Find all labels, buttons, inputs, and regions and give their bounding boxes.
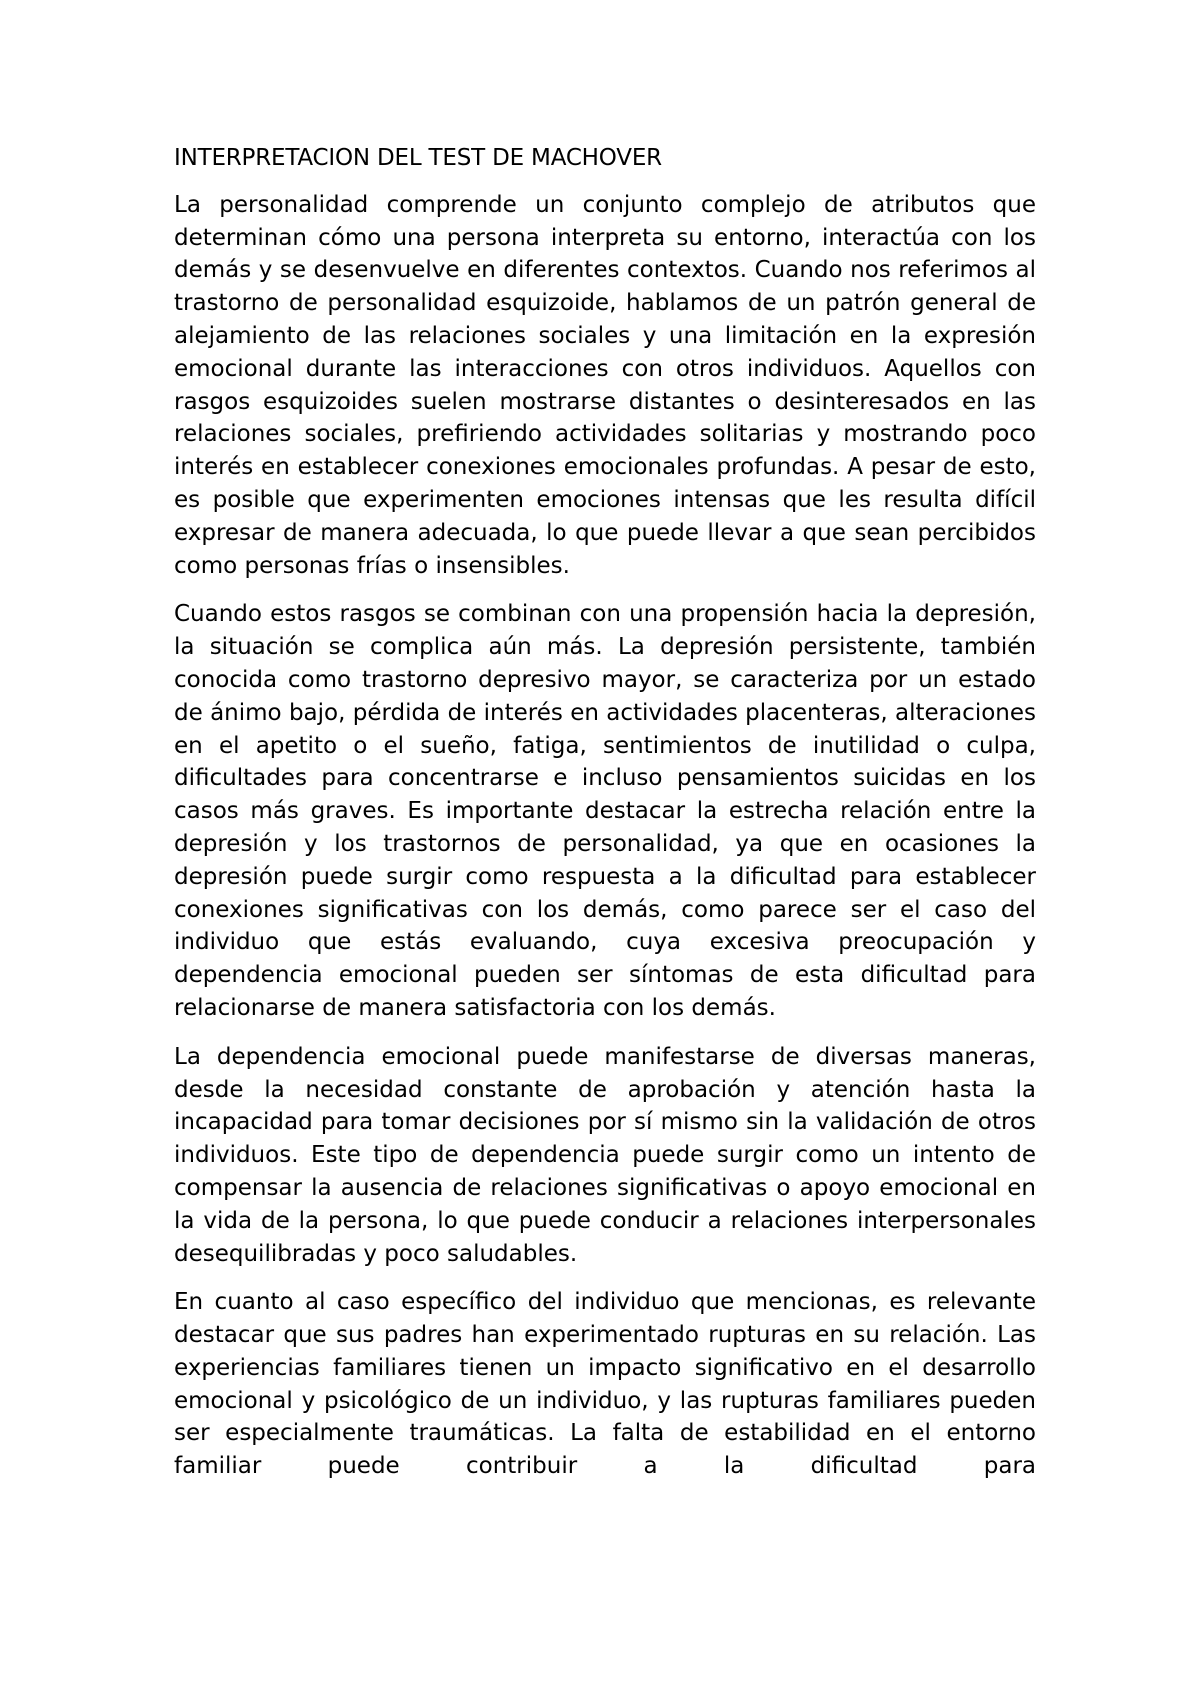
paragraph-caso-especifico: En cuanto al caso específico del individuo que mencionas, es relevante destacar que sus padres han experimentado rupturas en su relación. Las experiencias familiares tienen un impacto significativo en el desarrollo emocional y psicológico de un individuo, y las rupturas familiares pueden ser especialmente traumáticas. La falta de estabilidad en el entorno familiar puede contribuir a la dificultad para (174, 1289, 1036, 1480)
paragraph-personalidad-esquizoide: La personalidad comprende un conjunto complejo de atributos que determinan cómo una persona interpreta su entorno, interactúa con los demás y se desenvuelve en diferentes contextos. Cuando nos referimos al trastorno de personalidad esquizoide, hablamos de un patrón general de alejamiento de las relaciones sociales y una limitación en la expresión emocional durante las interacciones con otros individuos. Aquellos con rasgos esquizoides suelen mostrarse distantes o desinteresados en las relaciones sociales, prefiriendo actividades solitarias y mostrando poco interés en establecer conexiones emocionales profundas. A pesar de esto, es posible que experimenten emociones intensas que les resulta difícil expresar de manera adecuada, lo que puede llevar a que sean percibidos como personas frías o insensibles. (174, 191, 1036, 579)
paragraph-dependencia-emocional: La dependencia emocional puede manifestarse de diversas maneras, desde la necesidad constante de aprobación y atención hasta la incapacidad para tomar decisiones por sí mismo sin la validación de otros individuos. Este tipo de dependencia puede surgir como un intento de compensar la ausencia de relaciones significativas o apoyo emocional en la vida de la persona, lo que puede conducir a relaciones interpersonales desequilibradas y poco saludables. (174, 1043, 1036, 1267)
paragraph-depresion: Cuando estos rasgos se combinan con una propensión hacia la depresión, la situación se complica aún más. La depresión persistente, también conocida como trastorno depresivo mayor, se caracteriza por un estado de ánimo bajo, pérdida de interés en actividades placenteras, alteraciones en el apetito o el sueño, fatiga, sentimientos de inutilidad o culpa, dificultades para concentrarse e incluso pensamientos suicidas en los casos más graves. Es importante destacar la estrecha relación entre la depresión y los trastornos de personalidad, ya que en ocasiones la depresión puede surgir como respuesta a la dificultad para establecer conexiones significativas con los demás, como parece ser el caso del individuo que estás evaluando, cuya excesiva preocupación y dependencia emocional pueden ser síntomas de esta dificultad para relacionarse de manera satisfactoria con los demás. (174, 601, 1036, 1021)
document-title: INTERPRETACION DEL TEST DE MACHOVER (174, 145, 662, 171)
document-body (174, 142, 1036, 1499)
